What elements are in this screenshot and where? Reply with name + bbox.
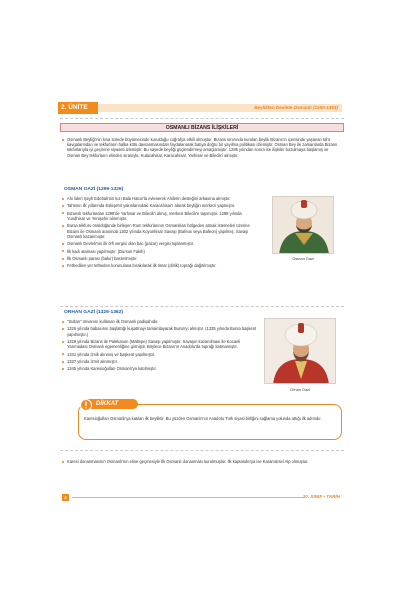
list-item: 1331 yılında İznik alınmış ve başkent yapılmıştır. — [62, 352, 258, 357]
section-title-box: OSMANLI BİZANS İLİŞKİLERİ — [60, 123, 344, 132]
footer-label: 10. SINIF • TARİH — [302, 494, 340, 499]
divider — [60, 118, 344, 119]
list-item: Bizanslı tekfurlardan 1298'de Yarhisar ve Bilecik'i almış, merkezi Bilecik'e taşımıştır. 1299 yılında Yundhisar ve Yenişehir alınmıştır. — [62, 211, 258, 221]
header-subtitle: Beylikten Devlete Osmanlı (1300-1453) — [254, 105, 338, 110]
list-item: Ahi lideri Şeyh Edebali'nin kızı Bala Hatun'la evlenerek Ahilerin desteğini arkasına almıştır. — [62, 196, 258, 201]
footer-rule — [72, 497, 304, 498]
list-item: Fethedilen yer tetheden korunulana bırakılarak ilk timar (dirlik) toprağı dağıtılmıştır. — [62, 263, 258, 268]
list-item: Osmanlı Beyliği'nin kısa sürede büyümesinde kurulduğu coğrafya etkili olmuştur. Bizans sınırında kurulan beylik Bizans'ın içerisinde yaşanan taht kavgalarından ve tekfurların halka kötü davranmasından faydalanarak batıya doğru bir yayılma politikası izlemiştir. Osman Bey ile zamanlarda Bizans tekfurlarıyla iyi geçinme siyaseti izlemiştir. Bu sayede beyliği güçlendirmeyi amaçlamıştır. 1285 yılından sonra ise ilişkiler bozulmaya başlamış ve Osman Bey tekfurların elinden sırasıyla; Kulacahisar, Karacahisar, Yarhisar ve Bilecik'i almıştır. — [62, 137, 340, 158]
portrait-illustration — [265, 319, 336, 384]
orhan-portrait-image — [264, 318, 336, 384]
list-item: Karesi donanmasının Osmanlı'nın eline geçmesiyle İlk Osmanlı donanması kurulmuştur. İlk kaptanderya ise Karamürsel Alp olmuştur. — [62, 459, 340, 464]
list-item: "Sultan" ünvanını kullanan ilk Osmanlı padişahıdır. — [62, 319, 258, 324]
list-item: İlk kadı ataması yapılmıştır. (Dursun Fakih) — [62, 249, 258, 254]
divider — [60, 306, 344, 307]
dikkat-box — [78, 404, 342, 440]
intro-list — [62, 137, 340, 160]
list-item: İlk Osmanlı parası (bakır) bastırılmıştır. — [62, 256, 258, 261]
dikkat-text: Karesioğulları Osmanlı'ya katılan ilk beyliktir. Bu yüzden Osmanlı'nın Anadolu Türk siyasi birliğini sağlama yolunda attığı ilk adımdır. — [84, 416, 322, 421]
orhan-caption: Orhan Gazi — [290, 387, 310, 392]
list-item: 1337 yılında İzmit alınmıştır. — [62, 359, 258, 364]
orhan-heading: ORHAN GAZİ (1326-1362) — [64, 310, 123, 315]
list-item: 1326 yılında babasının başlattığı kuşatmayı tamamlayarak Bursa'yı almıştır. (1335 yılında Bursa başkent yapılmıştır.) — [62, 326, 258, 336]
osman-portrait-image — [272, 196, 334, 254]
list-item: Tahtının ilk yıllarında Eskişehir yakınlarındaki Karacahisar'ı alarak beyliğin merkezi yapmıştır. — [62, 203, 258, 208]
unit-label: 2. ÜNİTE — [58, 102, 98, 114]
osman-caption: Osman Gazi — [292, 256, 314, 261]
bullet-icon — [62, 139, 64, 141]
dikkat-label: DİKKAT — [84, 399, 138, 409]
osman-heading: OSMAN GAZİ (1299-1326) — [64, 187, 124, 192]
list-item: Bursa tekfuru önüldüğünde birleşen Rum tekfurlarının Osmanlıları bölgeden atmak istemeleri üzerine Bizans ile Osmanlı arasında 1302 yılında Koyunhisar Savaşı (Bafeus veya Bafeon) yapılmış. Savaşı Osmanlı kazanmıştır. — [62, 223, 258, 239]
osman-list — [62, 196, 258, 271]
warning-icon — [80, 399, 92, 411]
list-item: 1329 yılında Bizans ile Palekanon (Maltepe) Savaşı yapılmıştır. Savaşın kazanılması ile Kocaeli Yarımadası Osmanlı egemenliğine girmiştir. Böylece Bizans'ın Anadolu'da toprağı katmamıştır. — [62, 339, 258, 349]
closing-list — [62, 459, 340, 466]
orhan-list — [62, 319, 258, 374]
list-item: 1345 yılında Karesioğulları Osmanlı'ya katılmıştır. — [62, 366, 258, 371]
page-number: 4 — [62, 494, 69, 501]
list-item: Osmanlı Devleti'nin ilk örfi vergisi olan bac (pazar) vergisi toplanmıştır. — [62, 241, 258, 246]
divider — [60, 450, 344, 451]
portrait-illustration — [273, 197, 334, 254]
